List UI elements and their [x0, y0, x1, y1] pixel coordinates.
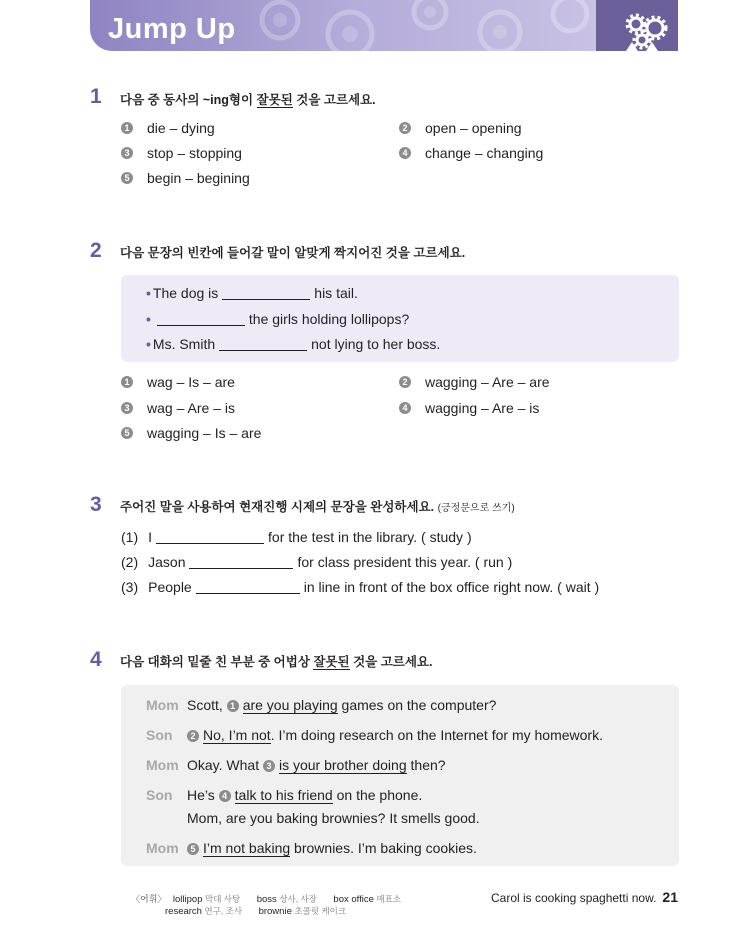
speaker-label: Son — [146, 787, 173, 803]
q2-option-3[interactable] — [121, 400, 235, 416]
page-number: 21 — [662, 889, 678, 905]
vocab-word: lollipop — [172, 894, 203, 905]
option-text: wagging – Is – are — [147, 425, 262, 441]
circled-number-icon: 2 — [399, 122, 411, 134]
q2-option-4[interactable] — [399, 400, 539, 416]
dialogue-text: games on the computer? — [337, 697, 497, 713]
speaker-label: Mom — [146, 697, 179, 713]
bullet-icon: • — [146, 336, 151, 352]
sentence-text: The dog is — [152, 285, 219, 301]
q2-option-2[interactable] — [399, 374, 550, 390]
circled-number-icon: 1 — [121, 376, 133, 388]
option-text: die – dying — [147, 120, 215, 136]
sentence-1 — [146, 285, 358, 301]
option-text: open – opening — [425, 120, 522, 136]
speaker-label: Mom — [146, 757, 179, 773]
option-text: wagging – Are – is — [425, 400, 540, 416]
item-label: (3) — [121, 579, 139, 595]
question-4-prompt — [120, 652, 432, 670]
vocab-meaning: 연구, 조사 — [204, 906, 243, 916]
dialogue-line-1 — [187, 697, 496, 713]
vocab-label: 〈어휘〉 — [131, 894, 167, 904]
question-4-number: 4 — [90, 648, 102, 671]
question-2-number: 2 — [90, 239, 102, 262]
gear-pattern-icon — [240, 0, 600, 51]
dialogue-text: Okay. What — [187, 757, 263, 773]
item-text: for class president this year. ( run ) — [297, 554, 513, 570]
item-text: for the test in the library. ( study ) — [268, 529, 472, 545]
dialogue-text: then? — [406, 757, 446, 773]
footer-caption: Carol is cooking spaghetti now. — [490, 891, 657, 905]
circled-number-icon: 3 — [121, 402, 133, 414]
question-2-prompt: 다음 문장의 빈칸에 들어갈 말이 알맞게 짝지어진 것을 고르세요. — [120, 246, 466, 260]
item-label: (2) — [121, 554, 139, 570]
circled-number-icon: 4 — [399, 402, 411, 414]
header-banner — [90, 0, 678, 51]
dialogue-line-4-continued: Mom, are you baking brownies? It smells good. — [187, 810, 480, 826]
option-text: stop – stopping — [147, 145, 242, 161]
q3-item-2 — [121, 554, 512, 570]
q2-option-1[interactable] — [121, 374, 235, 390]
q1-option-3[interactable] — [121, 145, 242, 161]
dialogue-text: on the phone. — [332, 787, 423, 803]
speaker-label: Mom — [146, 840, 179, 856]
circled-number-icon: 4 — [399, 147, 411, 159]
dialogue-line-4 — [187, 787, 422, 803]
circled-number-icon: 5 — [121, 172, 133, 184]
vocab-word: brownie — [258, 906, 292, 917]
question-3-prompt — [120, 497, 515, 515]
underlined-choice[interactable]: is your brother doing — [278, 757, 407, 773]
speaker-label: Son — [146, 727, 173, 743]
sentence-text: the girls holding lollipops? — [248, 311, 410, 327]
vocab-meaning: 매표소 — [376, 894, 402, 904]
answer-blank[interactable] — [189, 567, 293, 569]
prompt-underlined: 잘못된 — [313, 655, 350, 669]
option-text: change – changing — [425, 145, 544, 161]
sentence-text: his tail. — [314, 285, 358, 301]
q3-item-3 — [121, 579, 599, 595]
circled-number-icon: 2 — [399, 376, 411, 388]
item-text: Jason — [148, 554, 186, 570]
vocab-meaning: 상사, 사장 — [279, 894, 317, 904]
sentence-3 — [146, 336, 440, 352]
dialogue-line-3 — [187, 757, 446, 773]
option-text: wag – Are – is — [147, 400, 235, 416]
dialogue-line-2 — [187, 727, 603, 743]
vocab-row-2 — [165, 905, 360, 917]
item-text: People — [148, 579, 192, 595]
prompt-note: (긍정문으로 쓰기) — [437, 503, 515, 514]
item-text: I — [148, 529, 153, 545]
item-text: in line in front of the box office right now. ( wait ) — [303, 579, 600, 595]
dialogue-text: brownies. I’m baking cookies. — [290, 840, 477, 856]
gears-icon — [596, 0, 678, 51]
q1-option-5[interactable] — [121, 170, 250, 186]
answer-blank[interactable] — [196, 592, 300, 594]
answer-blank[interactable] — [222, 298, 310, 300]
q2-option-5[interactable] — [121, 425, 261, 441]
gear-badge — [596, 0, 678, 51]
page-footer — [491, 889, 678, 905]
circled-number-icon: 1 — [121, 122, 133, 134]
answer-blank[interactable] — [157, 324, 245, 326]
bullet-icon: • — [146, 285, 151, 301]
circled-number-icon: 5 — [121, 427, 133, 439]
sentence-text: Ms. Smith — [152, 336, 216, 352]
question-3-number: 3 — [90, 493, 102, 516]
q1-option-4[interactable] — [399, 145, 543, 161]
option-text: begin – begining — [147, 170, 250, 186]
prompt-underlined: 잘못된 — [256, 93, 293, 107]
q1-option-1[interactable] — [121, 120, 215, 136]
circled-number-icon: 3 — [121, 147, 133, 159]
circled-number-icon: 4 — [219, 790, 231, 802]
sentence-2 — [146, 311, 409, 327]
vocab-word: research — [165, 906, 202, 917]
underlined-choice[interactable]: talk to his friend — [234, 787, 333, 803]
option-text: wagging – Are – are — [425, 374, 550, 390]
bullet-icon: • — [146, 311, 151, 327]
option-text: wag – Is – are — [147, 374, 235, 390]
circled-number-icon: 1 — [227, 700, 239, 712]
vocab-word: box office — [333, 894, 374, 905]
answer-blank[interactable] — [219, 349, 307, 351]
item-label: (1) — [121, 529, 139, 545]
vocab-row-1 — [131, 892, 415, 905]
question-1-prompt — [120, 90, 376, 108]
question-1-number: 1 — [90, 85, 102, 108]
vocab-meaning: 막대 사탕 — [205, 894, 241, 904]
vocab-meaning: 초콜릿 케이크 — [294, 906, 347, 916]
prompt-text: 것을 고르세요. — [349, 655, 433, 669]
q1-option-2[interactable] — [399, 120, 522, 136]
dialogue-text: . I’m doing research on the Internet for my homework. — [270, 727, 603, 743]
vocab-word: boss — [256, 894, 277, 905]
prompt-text: 것을 고르세요. — [292, 93, 376, 107]
circled-number-icon: 5 — [187, 843, 199, 855]
underlined-choice[interactable]: No, I’m not — [203, 727, 271, 743]
sentence-text: not lying to her boss. — [311, 336, 441, 352]
prompt-text: 주어진 말을 사용하여 현재진행 시제의 문장을 완성하세요. — [120, 500, 435, 514]
q3-item-1 — [121, 529, 472, 545]
page-title: Jump Up — [108, 13, 236, 45]
answer-blank[interactable] — [156, 542, 264, 544]
dialogue-text: He’s — [187, 787, 219, 803]
circled-number-icon: 2 — [187, 730, 199, 742]
prompt-text: 다음 대화의 밑줄 친 부분 중 어법상 — [120, 655, 314, 669]
dialogue-text: Scott, — [187, 697, 227, 713]
prompt-text: 다음 중 동사의 ~ing형이 — [120, 93, 257, 107]
underlined-choice[interactable]: I’m not baking — [203, 840, 291, 856]
circled-number-icon: 3 — [263, 760, 275, 772]
underlined-choice[interactable]: are you playing — [242, 697, 338, 713]
dialogue-line-5 — [187, 840, 477, 856]
